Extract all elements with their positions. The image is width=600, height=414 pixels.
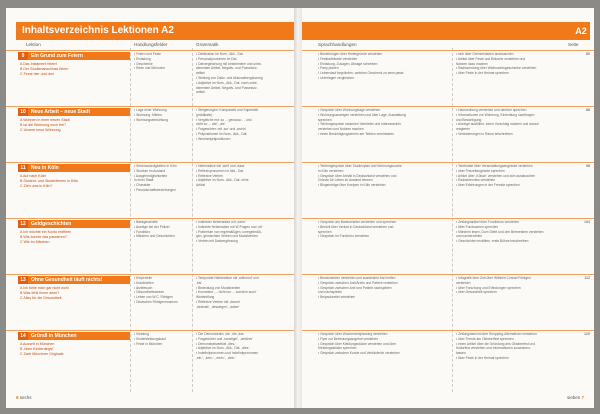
line-item: • Telefonate über Veranstaltungsangebote verstehen [456, 164, 533, 168]
subsection-item[interactable]: B Wie konnte das passieren? [20, 235, 67, 239]
line-item: • Wohnung: Mieten [134, 112, 162, 117]
page-reference[interactable]: 112 [584, 276, 590, 280]
line-item: • Konnektor ,... nicht nur ... sondern auch' [196, 290, 257, 295]
line-item: • Gespräch über Kleidungsstücke verstehen und über [318, 341, 397, 346]
sprachhandlungen-cell-2 [456, 220, 543, 244]
lesson-number: 11 [18, 164, 28, 172]
line-item: • Demonstrativartikel ,dies-' [196, 341, 236, 346]
column-divider [452, 48, 453, 392]
subsection-item[interactable]: A Ausseit in München [20, 342, 55, 346]
line-item: • Indirekte Nebensätze mit W-Fragen und ,ob' [196, 224, 263, 229]
line-item: gen, gemischten Verben und Modalverben [196, 234, 258, 239]
line-item: • Personalpronomen im Dat. [196, 56, 238, 61]
right-page [302, 8, 594, 408]
line-item: • Indefinitpronomen und Indefinitpronomen [196, 351, 259, 356]
page-reference[interactable]: 120 [584, 332, 590, 336]
col-header-seite: Seite [568, 42, 579, 47]
lesson-number: 9 [18, 52, 28, 60]
line-item: • Infografik über Zeit über Wilhelm Conrad Röntgen [456, 276, 531, 280]
line-item: • Anzeige ausfüllen, einen Vorschlag machen und darauf [456, 122, 539, 127]
line-item: • Märchen und Geschichten [134, 234, 175, 239]
lesson-title-text: Neu in Köln [31, 165, 59, 171]
line-item: • Deklination im Nom., Akk., Dat. [196, 52, 244, 56]
line-item: und nachspielen [318, 290, 343, 295]
line-item: fassen [456, 351, 466, 356]
line-item: • Ausgehmöglichkeiten [134, 173, 168, 178]
line-item: • Reflexive Verben mit ,darum' [196, 299, 241, 304]
lesson-number: 12 [18, 220, 28, 228]
line-item: verstehen und Notizen machen [318, 127, 364, 132]
line-item: • Gespräch zwischen Arzt/Ärztin und Patient verstehen [318, 280, 398, 285]
grammatik-cell [196, 52, 263, 95]
lesson-title[interactable] [18, 332, 130, 340]
sprachhandlungen-cell-2 [456, 108, 539, 137]
column-divider [130, 48, 131, 392]
line-item: • Sehenswürdigkeiten in Köln [134, 164, 177, 168]
lesson-subsections [20, 230, 71, 245]
sprachhandlungen-cell-2 [456, 332, 537, 361]
lesson-subsections [20, 174, 78, 189]
line-item: • Wechselpräpositionen [196, 136, 231, 141]
lesson-title-text: Ohne Gesundheit läuft nichts! [31, 277, 103, 283]
line-item: • Informationen zur Wohnung, Einrichtung nachfragen [456, 112, 535, 117]
line-item: • Wohnungsanzeigen verstehen und über Lage, Ausstattung [318, 112, 406, 117]
line-item: • Gespräch zwischen Kunde und Verkäufer/in verstehen [318, 351, 400, 356]
line-item: • Beschwerden verstehen und aussenden Arzt helfen [318, 276, 396, 280]
page-reference[interactable]: 104 [584, 220, 590, 224]
line-item: • sich über Grenzeinladen austauschen [456, 52, 514, 56]
lesson-number: 10 [18, 108, 28, 116]
subsection-item[interactable]: B Der Studienabschluss feiern [20, 67, 69, 71]
line-item: • einen Artikel über die Gründung des Oktoberfest und [456, 341, 536, 346]
sprachhandlungen-cell [318, 52, 403, 81]
line-item: • Radiointerview verstehen [456, 178, 496, 183]
sprachhandlungen-cell [318, 108, 406, 137]
header-bar-right [302, 22, 574, 40]
line-item: • Geschichten erzählen, erste Bühne beschreiben [456, 239, 529, 244]
line-item: sprechen [318, 229, 332, 234]
line-item: • Party planen [318, 66, 339, 71]
line-item: Gründe für Leben im Ausland nennen [318, 178, 373, 183]
col-header-lektion: Lektion [26, 42, 41, 47]
line-item: • Nebensätze mit ,weil' und ,dass' [196, 164, 245, 168]
row-divider [302, 50, 594, 51]
lesson-title-text: Ein Grund zum Feiern [31, 53, 83, 59]
line-item: reagieren [456, 127, 470, 132]
line-item: • Lebenslauf begründen, welches Geschenk zu wem passt [318, 71, 404, 76]
subsection-item[interactable]: C Alles für die Gesundheit [20, 296, 62, 300]
line-item: • Märchen lesen, Dorn Diebt und den Bremestern verstehen [456, 229, 544, 234]
row-divider [6, 106, 296, 107]
line-item: stimmtem Artikel, Negativ- und Possessiv- [196, 66, 258, 71]
line-item: und nacherzählen [456, 234, 483, 239]
subsection-item[interactable]: C Unsere neue Wohnung [20, 128, 61, 132]
line-item: • über Feste in der Heimat sprechen [456, 71, 509, 76]
line-item: • Arztbesuch [134, 285, 153, 290]
line-item: • Charakter [134, 183, 151, 188]
line-item: • Blogeinträge über Kneipen in Köln verstehen [318, 183, 386, 188]
grammatik-cell [196, 108, 258, 142]
line-item: • über Erfahrungen in der Fremde sprechen [456, 183, 520, 188]
line-item: • Reflexivpronomen im Akk., Dat. [196, 168, 245, 173]
line-item: • Adjektive im Nom., Akk., Dat. nach unbe- [196, 80, 258, 85]
line-item: stimmtem Artikel, Negativ- und Possessiv- [196, 85, 258, 90]
line-item: • Gespräch im Fundbüro verstehen [318, 234, 370, 239]
line-item: • Radiosendung über Weihnachtsgeschenke verstehen [456, 66, 537, 71]
grammatik-cell [196, 276, 259, 310]
handlungsfelder-cell [134, 164, 177, 193]
subsection-item[interactable]: A Ich fühle mich gar nicht wohl [20, 286, 69, 290]
line-item: • Fragewörter und ,sonstiger', ,welcher' [196, 336, 253, 341]
subsection-item[interactable]: C Feste hier und dort [20, 72, 54, 76]
line-item: • Gespräch über Wochenendplanung verstehen [318, 332, 388, 336]
line-item: • Feste in München [134, 341, 163, 346]
handlungsfelder-cell [134, 52, 165, 71]
line-item: • Hausordnung verstehen und darüber sprechen [456, 108, 527, 112]
row-divider [6, 330, 296, 331]
line-item: • Körperteile [134, 276, 153, 280]
line-item: • über Forschung und Erfindungen sprechen [456, 285, 521, 290]
line-item: • Reflexive Verben [196, 173, 223, 178]
col-header-grammatik: Grammatik [196, 42, 219, 47]
page-title: Inhaltsverzeichnis Lektionen A2 [22, 25, 174, 36]
line-item: • Veränderungen in Raum beschreiben [456, 131, 513, 136]
subsection-item[interactable]: B ,Mein Kinderdings!' [20, 347, 54, 351]
line-item: • Anzeige bei der Polizei [134, 224, 170, 229]
line-item: • Präteritum von regelmäßigen, unregelmäßi- [196, 229, 262, 234]
line-item: • Gespräch über Wohnungslage verstehen [318, 108, 381, 112]
subsection-item[interactable]: A Das Instament feiern! [20, 62, 58, 66]
line-item: • Zeitungsbericht über Shopping-Alternativen verstehen [456, 332, 537, 336]
sprachhandlungen-cell-2 [456, 164, 535, 188]
line-item: und Besichtigung [456, 117, 482, 122]
sprachhandlungen-cell [318, 276, 398, 300]
line-item: • Der Demonstrativ ,der ,die ,das [196, 332, 244, 336]
grammatik-cell [196, 332, 258, 361]
line-item: • Gespräch am Bankschalter verstehen und sprechen [318, 220, 397, 224]
line-item: • über Freizeitangebote sprechen [456, 168, 505, 173]
line-item: artikel [196, 71, 205, 76]
line-item: • Leben von W.C. Röntgen [134, 295, 173, 300]
line-item: • einen Besichtigungstermin am Telefon vereinbaren [318, 131, 395, 136]
lesson-title[interactable] [18, 220, 130, 228]
line-item: • Wohnungseinrichtung [134, 117, 168, 122]
line-item: Artikel [196, 183, 206, 188]
page-reference[interactable]: 96 [586, 164, 590, 168]
line-item: • Vergleiche mit: so ... genauso ... und [196, 117, 252, 122]
line-item: • Verben mit Dativergänzung [196, 239, 238, 244]
line-item: • Einladung, Zusagen, Absage schreiben [318, 61, 378, 66]
row-divider [302, 330, 594, 331]
handlungsfelder-cell [134, 332, 166, 346]
line-item: • Geschenke [134, 61, 153, 66]
row-divider [6, 162, 296, 163]
line-item: • über Fundsachen sprechen [456, 224, 499, 229]
row-divider [6, 50, 296, 51]
line-item: Kulturfest verstehen und Informationen zusammen- [456, 346, 531, 351]
line-item: • Beziehungen über Hintergründe verstehen [318, 52, 383, 56]
line-item: • Telefongespräch über Studienplan und Wohnungssuche [318, 164, 402, 168]
line-item: • Indirekter Nebensätze mit ,wenn' [196, 220, 246, 224]
line-item: • Fragewörter: mit ,wo' und ,wohin' [196, 127, 247, 132]
lesson-subsections [20, 62, 68, 77]
line-item: • Artikel über Feste und Bräuche verstehen und [456, 56, 526, 61]
lesson-subsections [20, 342, 64, 357]
line-item: in Köln verstehen [318, 168, 344, 173]
line-item: • Präpositionen im Nom., Akk., Dat. [196, 131, 248, 136]
lesson-subsections [20, 286, 69, 301]
col-header-handlungsfelder: Handlungsfelder [134, 42, 168, 47]
line-item: • Artikel über ,Kölsch' verstehen und sich austauschen [456, 173, 536, 178]
sprachhandlungen-cell [318, 164, 402, 188]
level-badge: A2 [572, 22, 590, 40]
line-item: • Festkarteikarte verstehen [318, 56, 358, 61]
line-item: in einer Stadt [134, 178, 154, 183]
subsection-item[interactable]: C Zieh ums in Köln? [20, 184, 53, 188]
line-item: artikel [196, 90, 205, 95]
subsection-item[interactable]: B Was fehlt Ihnen denn? [20, 291, 60, 295]
row-divider [6, 274, 296, 275]
left-page-number: 6 sechs [16, 395, 32, 400]
line-item: ,deshalb', ,deswegen', ,daher' [196, 304, 240, 309]
line-item: • Adjektive im Nom., Akk., Dat. ,dies-' [196, 346, 251, 351]
handlungsfelder-cell [134, 220, 175, 239]
line-item: • Telefongespräch zwischen Vermieter und Interessent/in [318, 122, 401, 127]
line-item: • Gesundheitswesen [134, 290, 165, 295]
lesson-number: 14 [18, 332, 28, 340]
right-page-number: sieben 7 [566, 395, 584, 400]
col-header-sprachhandlungen: Sprachhandlungen [318, 42, 357, 47]
line-item: Wortstellung [196, 295, 215, 300]
row-divider [302, 218, 594, 219]
line-item: • Krankheiten [134, 280, 154, 285]
lesson-number: 13 [18, 276, 28, 284]
line-item: ,ein-', ,kein-', ,mein-', ,dein-' [196, 355, 236, 360]
line-item: nicht so ... wie', ,als' [196, 122, 226, 127]
sprachhandlungen-cell [318, 220, 396, 239]
sprachhandlungen-cell [318, 332, 400, 356]
subsection-item[interactable]: A Auf nach Köln! [20, 174, 47, 178]
left-page [6, 8, 296, 408]
line-item: • über Feste in der Heimat sprechen [456, 355, 509, 360]
lesson-title[interactable] [18, 276, 130, 284]
line-item: • über Trends am Oktoberfest sprechen [456, 336, 514, 341]
handlungsfelder-cell [134, 108, 168, 122]
line-item: • Gespräch zwischen Arzt und Patient nachspielen [318, 285, 392, 290]
grammatik-cell [196, 164, 249, 188]
line-item: • Datvergleichung mit bestimmtem und unbe- [196, 61, 262, 66]
line-item: ,bis' [196, 280, 202, 285]
column-divider [192, 48, 193, 392]
subsection-item[interactable]: B Ist die Wohnung noch frei? [20, 123, 67, 127]
line-item: Notizen dazu machen [456, 61, 488, 66]
line-item: • über Gesundheit sprechen [456, 290, 497, 295]
line-item: Kleidungsstücke sprechen [318, 346, 357, 351]
sprachhandlungen-cell-2 [456, 276, 531, 295]
line-item: • Unterlagen vergleichen [318, 75, 354, 80]
line-item: • Adjektive im Nom., Akk., Dat. ohne [196, 178, 249, 183]
line-item: • Feiern und Feste [134, 52, 161, 56]
line-item: • Bericht über Verlust in Deutschland verstehen und [318, 224, 394, 229]
line-item: • Freundschaftsbeziehungen [134, 187, 176, 192]
row-divider [302, 162, 594, 163]
page-reference[interactable]: 88 [586, 108, 590, 112]
sprachhandlungen-cell-2 [456, 52, 536, 76]
line-item: (prädikativ) [196, 112, 213, 117]
line-item: • Flyer zur Betreuungsangebot verstehen [318, 336, 378, 341]
row-divider [6, 218, 296, 219]
subsection-item[interactable]: C Wie im Märchen [20, 240, 50, 244]
subsection-item[interactable]: B Student- und Studentinnen in Köln [20, 179, 79, 183]
line-item: • Gespräch über Anhält in Deutschland verstehen und [318, 173, 397, 178]
grammatik-cell [196, 220, 263, 244]
lesson-subsections [20, 118, 70, 133]
lesson-title-text: Geldgeschichten [31, 221, 72, 227]
line-item: • Studium im Ausland [134, 168, 166, 173]
line-item: • Temporale Nebensätze mit ,während' und [196, 276, 259, 280]
line-item: • Zeitungsartikel über Fundbüros verstehen [456, 220, 520, 224]
line-item: • Rede und Wünsche [134, 66, 166, 71]
line-item: • Deutsches Röntgenmuseum [134, 299, 178, 304]
lesson-title[interactable] [18, 108, 130, 116]
line-item: sprechen [318, 117, 332, 122]
line-item: verstehen [456, 280, 471, 285]
line-item: • Stellung von Dativ- und Akkusativergänzung [196, 75, 263, 80]
row-divider [302, 106, 594, 107]
line-item: • Lage einer Wohnung [134, 108, 167, 112]
line-item: • Bankgeschäfte [134, 220, 158, 224]
subsection-item[interactable]: A Ich möchte ein Konto eröffnen [20, 230, 72, 234]
row-divider [302, 274, 594, 275]
line-item: • Kinderkleidungskauf [134, 336, 166, 341]
lesson-title[interactable] [18, 164, 130, 172]
line-item: • Kleidung [134, 332, 149, 336]
line-item: • Beipackzettel verstehen [318, 295, 356, 300]
header-bar [16, 22, 294, 40]
subsection-item[interactable]: C Zwei Münchner Originale [20, 352, 64, 356]
line-item: • Fundbüro [134, 229, 151, 234]
line-item: • Einladung [134, 56, 151, 61]
subsection-item[interactable]: A Wohnen in einer neuen Stadt [20, 118, 70, 122]
handlungsfelder-cell [134, 276, 178, 305]
page-reference[interactable]: 80 [586, 52, 590, 56]
lesson-title-text: Neue Arbeit – neue Stadt [31, 109, 90, 115]
line-item: • Steigerungen: Komparativ und Superlativ [196, 108, 259, 112]
line-item: • Bedeutung von Modalverben [196, 285, 241, 290]
lesson-title[interactable] [18, 52, 130, 60]
lesson-title-text: Gründl in München [31, 333, 77, 339]
